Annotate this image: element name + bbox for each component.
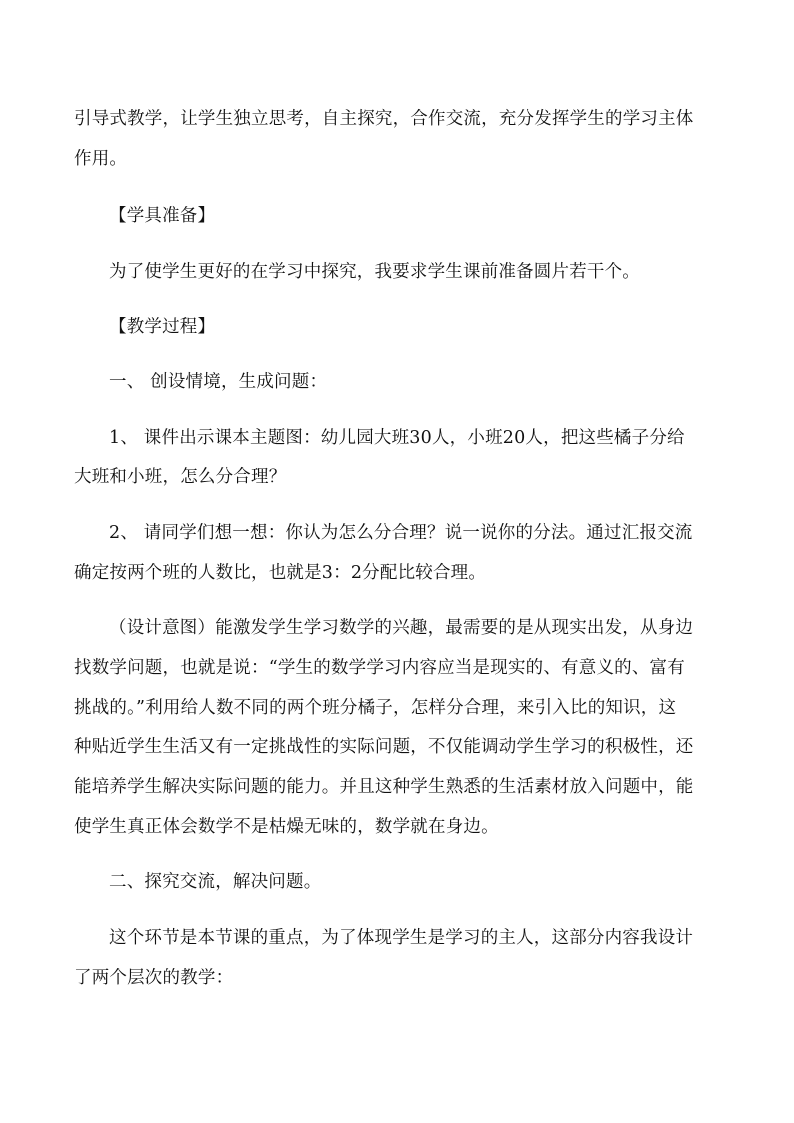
section-heading-teaching-process: 【教学过程】 (109, 317, 216, 337)
step-two-line-1: 这个环节是本节课的重点，为了体现学生是学习的主人，这部分内容我设计 (109, 928, 694, 948)
design-intent-line-2: 找数学问题，也就是说：“学生的数学学习内容应当是现实的、有意义的、富有 (74, 658, 685, 678)
paragraph-1-line-2: 作用。 (74, 149, 128, 169)
item-2-line-2: 确定按两个班的人数比，也就是3：2分配比较合理。 (74, 563, 487, 583)
paragraph-materials-line-1: 为了使学生更好的在学习中探究，我要求学生课前准备圆片若干个。 (109, 262, 640, 282)
design-intent-line-1: （设计意图）能激发学生学习数学的兴趣，最需要的是从现实出发，从身边 (109, 618, 694, 638)
step-two-heading: 二、探究交流，解决问题。 (109, 872, 322, 892)
paragraph-1-line-1: 引导式教学，让学生独立思考，自主探究，合作交流，充分发挥学生的学习主体 (74, 109, 694, 129)
design-intent-line-5: 能培养学生解决实际问题的能力。并且这种学生熟悉的生活素材放入问题中，能 (74, 777, 694, 797)
design-intent-line-6: 使学生真正体会数学不是枯燥无味的，数学就在身边。 (74, 817, 499, 837)
section-heading-learning-materials: 【学具准备】 (109, 206, 216, 226)
step-one-heading: 一、 创设情境，生成问题： (109, 372, 328, 392)
item-1-line-2: 大班和小班，怎么分合理？ (74, 467, 287, 487)
design-intent-line-3: 挑战的。”利用给人数不同的两个班分橘子，怎样分合理，来引入比的知识，这 (74, 698, 677, 718)
item-2-line-1: 2、 请同学们想一想：你认为怎么分合理？说一说你的分法。通过汇报交流 (109, 523, 693, 543)
design-intent-line-4: 种贴近学生生活又有一定挑战性的实际问题，不仅能调动学生学习的积极性，还 (74, 737, 694, 757)
item-1-line-1: 1、 课件出示课本主题图：幼儿园大班30人，小班20人，把这些橘子分给 (109, 428, 685, 448)
step-two-line-2: 了两个层次的教学： (74, 968, 234, 988)
